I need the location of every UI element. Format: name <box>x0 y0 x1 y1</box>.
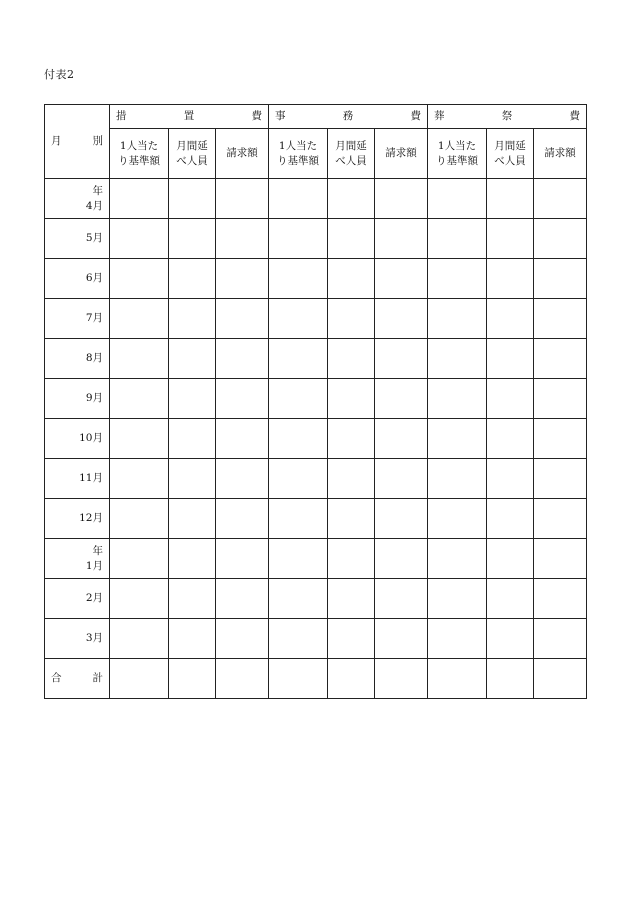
group-char: 費 <box>410 110 421 123</box>
month-label: 3月 <box>85 632 103 645</box>
month-row <box>45 219 587 259</box>
group-header-office <box>269 105 428 129</box>
month-row <box>45 579 587 619</box>
value-cell[interactable] <box>534 459 587 499</box>
month-cell <box>45 579 110 619</box>
month-label: 10月 <box>79 432 103 445</box>
value-cell[interactable] <box>169 499 216 539</box>
value-cell[interactable] <box>328 459 375 499</box>
value-cell[interactable] <box>328 179 375 219</box>
total-value-cell[interactable] <box>534 659 587 699</box>
value-cell[interactable] <box>328 379 375 419</box>
month-label: 12月 <box>79 512 103 525</box>
value-cell[interactable] <box>375 179 428 219</box>
value-cell[interactable] <box>428 219 487 259</box>
month-column-header <box>45 105 110 179</box>
group-char: 祭 <box>501 110 513 123</box>
total-label-cell <box>45 659 110 699</box>
month-cell <box>45 339 110 379</box>
month-cell <box>45 179 110 219</box>
sub-header-unit-rate: 1人当た り基準額 <box>269 129 328 179</box>
group-header-funeral <box>428 105 587 129</box>
sub-header-billed-amount: 請求額 <box>216 129 269 179</box>
group-char: 事 <box>275 110 286 123</box>
month-label: 7月 <box>85 312 103 325</box>
total-value-cell[interactable] <box>487 659 534 699</box>
month-row <box>45 259 587 299</box>
value-cell[interactable] <box>216 419 269 459</box>
value-cell[interactable] <box>169 619 216 659</box>
value-cell[interactable] <box>110 299 169 339</box>
month-row <box>45 499 587 539</box>
value-cell[interactable] <box>428 539 487 579</box>
value-cell[interactable] <box>169 339 216 379</box>
month-label-2: 別 <box>92 135 103 148</box>
value-cell[interactable] <box>534 379 587 419</box>
month-row <box>45 179 587 219</box>
month-row <box>45 379 587 419</box>
month-label: 2月 <box>85 592 103 605</box>
value-cell[interactable] <box>534 179 587 219</box>
sub-header-unit-rate: 1人当た り基準額 <box>428 129 487 179</box>
month-label: 8月 <box>85 352 103 365</box>
value-cell[interactable] <box>534 419 587 459</box>
value-cell[interactable] <box>487 299 534 339</box>
month-row <box>45 459 587 499</box>
sub-header-billed-amount: 請求額 <box>375 129 428 179</box>
value-cell[interactable] <box>428 299 487 339</box>
value-cell[interactable] <box>428 579 487 619</box>
month-row <box>45 339 587 379</box>
total-value-cell[interactable] <box>375 659 428 699</box>
value-cell[interactable] <box>534 499 587 539</box>
value-cell[interactable] <box>487 459 534 499</box>
month-label: 4月 <box>85 199 103 212</box>
group-char: 葬 <box>434 110 445 123</box>
month-row <box>45 539 587 579</box>
value-cell[interactable] <box>216 579 269 619</box>
value-cell[interactable] <box>534 579 587 619</box>
value-cell[interactable] <box>216 379 269 419</box>
value-cell[interactable] <box>216 299 269 339</box>
value-cell[interactable] <box>328 339 375 379</box>
total-label-2: 計 <box>92 672 103 685</box>
value-cell[interactable] <box>269 379 328 419</box>
value-cell[interactable] <box>428 259 487 299</box>
value-cell[interactable] <box>328 579 375 619</box>
value-cell[interactable] <box>216 459 269 499</box>
group-char: 置 <box>183 110 195 123</box>
value-cell[interactable] <box>328 219 375 259</box>
group-char: 措 <box>116 110 127 123</box>
month-label: 1月 <box>85 559 103 572</box>
value-cell[interactable] <box>375 259 428 299</box>
value-cell[interactable] <box>487 339 534 379</box>
value-cell[interactable] <box>534 219 587 259</box>
month-label-1: 月 <box>51 135 62 148</box>
value-cell[interactable] <box>216 179 269 219</box>
sub-header-unit-rate: 1人当た り基準額 <box>110 129 169 179</box>
value-cell[interactable] <box>328 499 375 539</box>
value-cell[interactable] <box>216 539 269 579</box>
value-cell[interactable] <box>375 419 428 459</box>
value-cell[interactable] <box>169 579 216 619</box>
month-cell <box>45 219 110 259</box>
value-cell[interactable] <box>169 459 216 499</box>
sub-header-billed-amount: 請求額 <box>534 129 587 179</box>
value-cell[interactable] <box>269 299 328 339</box>
value-cell[interactable] <box>428 619 487 659</box>
sub-header-row <box>45 129 587 179</box>
value-cell[interactable] <box>110 539 169 579</box>
value-cell[interactable] <box>487 259 534 299</box>
month-label: 9月 <box>85 392 103 405</box>
value-cell[interactable] <box>375 619 428 659</box>
value-cell[interactable] <box>110 179 169 219</box>
value-cell[interactable] <box>534 539 587 579</box>
value-cell[interactable] <box>269 579 328 619</box>
value-cell[interactable] <box>487 539 534 579</box>
value-cell[interactable] <box>269 339 328 379</box>
value-cell[interactable] <box>487 499 534 539</box>
group-header-row <box>45 105 587 129</box>
value-cell[interactable] <box>328 539 375 579</box>
value-cell[interactable] <box>169 179 216 219</box>
month-cell <box>45 379 110 419</box>
value-cell[interactable] <box>428 339 487 379</box>
sub-header-person-count: 月間延 べ人員 <box>169 129 216 179</box>
value-cell[interactable] <box>110 379 169 419</box>
value-cell[interactable] <box>487 379 534 419</box>
value-cell[interactable] <box>110 579 169 619</box>
group-char: 費 <box>569 110 580 123</box>
value-cell[interactable] <box>328 419 375 459</box>
month-row <box>45 419 587 459</box>
value-cell[interactable] <box>375 339 428 379</box>
year-label: 年 <box>92 185 103 198</box>
value-cell[interactable] <box>428 419 487 459</box>
value-cell[interactable] <box>110 419 169 459</box>
value-cell[interactable] <box>110 499 169 539</box>
value-cell[interactable] <box>534 299 587 339</box>
total-value-cell[interactable] <box>269 659 328 699</box>
value-cell[interactable] <box>428 379 487 419</box>
value-cell[interactable] <box>216 499 269 539</box>
sub-header-person-count: 月間延 べ人員 <box>487 129 534 179</box>
month-cell <box>45 419 110 459</box>
group-char: 務 <box>342 110 354 123</box>
month-cell <box>45 619 110 659</box>
value-cell[interactable] <box>328 619 375 659</box>
month-label: 5月 <box>85 232 103 245</box>
value-cell[interactable] <box>169 379 216 419</box>
value-cell[interactable] <box>169 419 216 459</box>
value-cell[interactable] <box>269 539 328 579</box>
value-cell[interactable] <box>269 499 328 539</box>
value-cell[interactable] <box>534 339 587 379</box>
value-cell[interactable] <box>487 619 534 659</box>
month-label: 6月 <box>85 272 103 285</box>
month-row <box>45 619 587 659</box>
value-cell[interactable] <box>269 619 328 659</box>
value-cell[interactable] <box>269 219 328 259</box>
total-value-cell[interactable] <box>110 659 169 699</box>
year-label: 年 <box>92 545 103 558</box>
value-cell[interactable] <box>534 259 587 299</box>
value-cell[interactable] <box>487 579 534 619</box>
total-row <box>45 659 587 699</box>
value-cell[interactable] <box>169 539 216 579</box>
value-cell[interactable] <box>216 259 269 299</box>
sub-header-person-count: 月間延 べ人員 <box>328 129 375 179</box>
value-cell[interactable] <box>110 259 169 299</box>
month-label: 11月 <box>79 472 103 485</box>
total-value-cell[interactable] <box>216 659 269 699</box>
value-cell[interactable] <box>269 459 328 499</box>
value-cell[interactable] <box>110 459 169 499</box>
value-cell[interactable] <box>375 459 428 499</box>
value-cell[interactable] <box>375 219 428 259</box>
month-cell <box>45 459 110 499</box>
value-cell[interactable] <box>216 619 269 659</box>
value-cell[interactable] <box>216 219 269 259</box>
value-cell[interactable] <box>269 179 328 219</box>
value-cell[interactable] <box>110 619 169 659</box>
month-cell <box>45 499 110 539</box>
month-cell <box>45 259 110 299</box>
total-value-cell[interactable] <box>169 659 216 699</box>
value-cell[interactable] <box>375 579 428 619</box>
total-label-1: 合 <box>51 672 62 685</box>
value-cell[interactable] <box>375 539 428 579</box>
value-cell[interactable] <box>375 499 428 539</box>
value-cell[interactable] <box>487 179 534 219</box>
value-cell[interactable] <box>487 419 534 459</box>
value-cell[interactable] <box>428 499 487 539</box>
billing-table <box>44 104 587 699</box>
month-cell <box>45 299 110 339</box>
value-cell[interactable] <box>328 299 375 339</box>
value-cell[interactable] <box>487 219 534 259</box>
total-value-cell[interactable] <box>328 659 375 699</box>
document-title: 付表2 <box>44 68 75 81</box>
value-cell[interactable] <box>375 379 428 419</box>
total-value-cell[interactable] <box>428 659 487 699</box>
value-cell[interactable] <box>428 459 487 499</box>
value-cell[interactable] <box>328 259 375 299</box>
value-cell[interactable] <box>216 339 269 379</box>
value-cell[interactable] <box>169 259 216 299</box>
value-cell[interactable] <box>534 619 587 659</box>
value-cell[interactable] <box>269 259 328 299</box>
group-header-measure <box>110 105 269 129</box>
value-cell[interactable] <box>428 179 487 219</box>
month-row <box>45 299 587 339</box>
value-cell[interactable] <box>110 339 169 379</box>
value-cell[interactable] <box>269 419 328 459</box>
value-cell[interactable] <box>169 219 216 259</box>
group-char: 費 <box>251 110 262 123</box>
month-cell <box>45 539 110 579</box>
value-cell[interactable] <box>375 299 428 339</box>
value-cell[interactable] <box>110 219 169 259</box>
value-cell[interactable] <box>169 299 216 339</box>
